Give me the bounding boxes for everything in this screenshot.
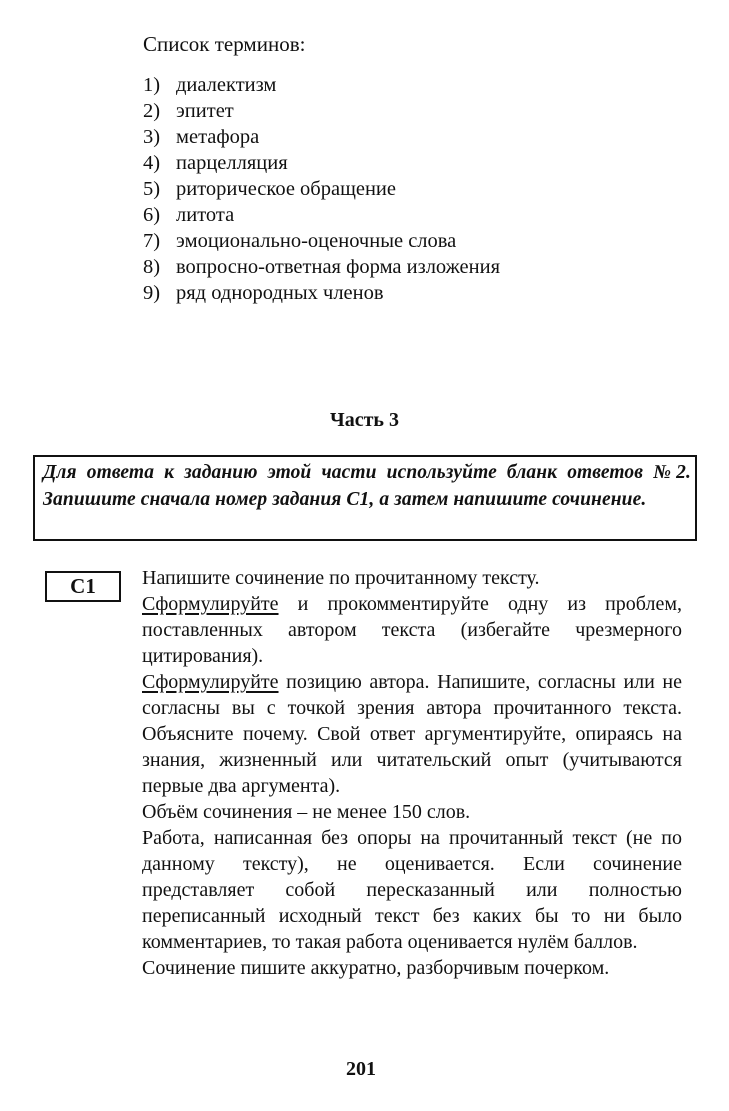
term-label: вопросно-ответная форма изложения (176, 256, 501, 278)
term-item (143, 202, 500, 228)
term-item (143, 254, 500, 280)
paragraph-text: позицию автора. Напишите, согласны или не согласны вы с точкой зрения автора прочитанного текста. Объясните почему. Свой ответ аргументируйте, опираясь на знания, жизненный или читательский опыт (учитываются первые два аргумента). (142, 671, 682, 797)
underlined-word: Сформулируйте (142, 593, 279, 615)
instruction-box (33, 455, 697, 541)
task-paragraph (142, 669, 682, 799)
term-number: 7) (143, 230, 161, 252)
terms-list-title: Список терминов: (143, 32, 306, 56)
task-paragraph: Напишите сочинение по прочитанному тексту. (142, 567, 540, 589)
term-item (143, 72, 500, 98)
instruction-text: Для ответа к заданию этой части используйте бланк ответов №2. Запишите сначала номер задания С1, а затем напишите сочинение. (43, 462, 691, 510)
task-paragraph: Работа, написанная без опоры на прочитанный текст (не по данному тексту), не оценивается. Если сочинение представляет собой пересказанный или полностью переписанный исходный текст без каких бы то ни было комментариев, то такая работа оценивается нулём баллов. (142, 827, 682, 953)
term-number: 4) (143, 152, 161, 174)
underlined-word: Сформулируйте (142, 671, 279, 693)
term-number: 2) (143, 100, 161, 122)
task-paragraph (142, 591, 682, 669)
terms-list (143, 72, 500, 306)
term-item (143, 150, 500, 176)
term-label: эпитет (176, 100, 234, 122)
term-label: метафора (176, 126, 260, 148)
term-label: диалектизм (176, 74, 277, 96)
term-number: 9) (143, 282, 161, 304)
term-label: эмоционально-оценочные слова (176, 230, 457, 252)
term-item (143, 228, 500, 254)
task-id-badge: С1 (45, 571, 121, 602)
term-number: 1) (143, 74, 161, 96)
term-label: ряд однородных членов (176, 282, 384, 304)
term-label: парцелляция (176, 152, 288, 174)
term-number: 6) (143, 204, 161, 226)
term-item (143, 98, 500, 124)
term-item (143, 280, 500, 306)
task-paragraph: Сочинение пишите аккуратно, разборчивым почерком. (142, 957, 610, 979)
term-number: 5) (143, 178, 161, 200)
part-heading: Часть 3 (330, 409, 399, 431)
paragraph-text: и прокомментируйте одну из проблем, поставленных автором текста (избегайте чрезмерного цитирования). (142, 593, 682, 667)
page-number: 201 (346, 1058, 376, 1080)
term-number: 3) (143, 126, 161, 148)
task-paragraph: Объём сочинения – не менее 150 слов. (142, 801, 471, 823)
term-item (143, 124, 500, 150)
term-number: 8) (143, 256, 161, 278)
term-label: литота (176, 204, 235, 226)
term-item (143, 176, 500, 202)
task-body (142, 565, 682, 981)
term-label: риторическое обращение (176, 178, 396, 200)
